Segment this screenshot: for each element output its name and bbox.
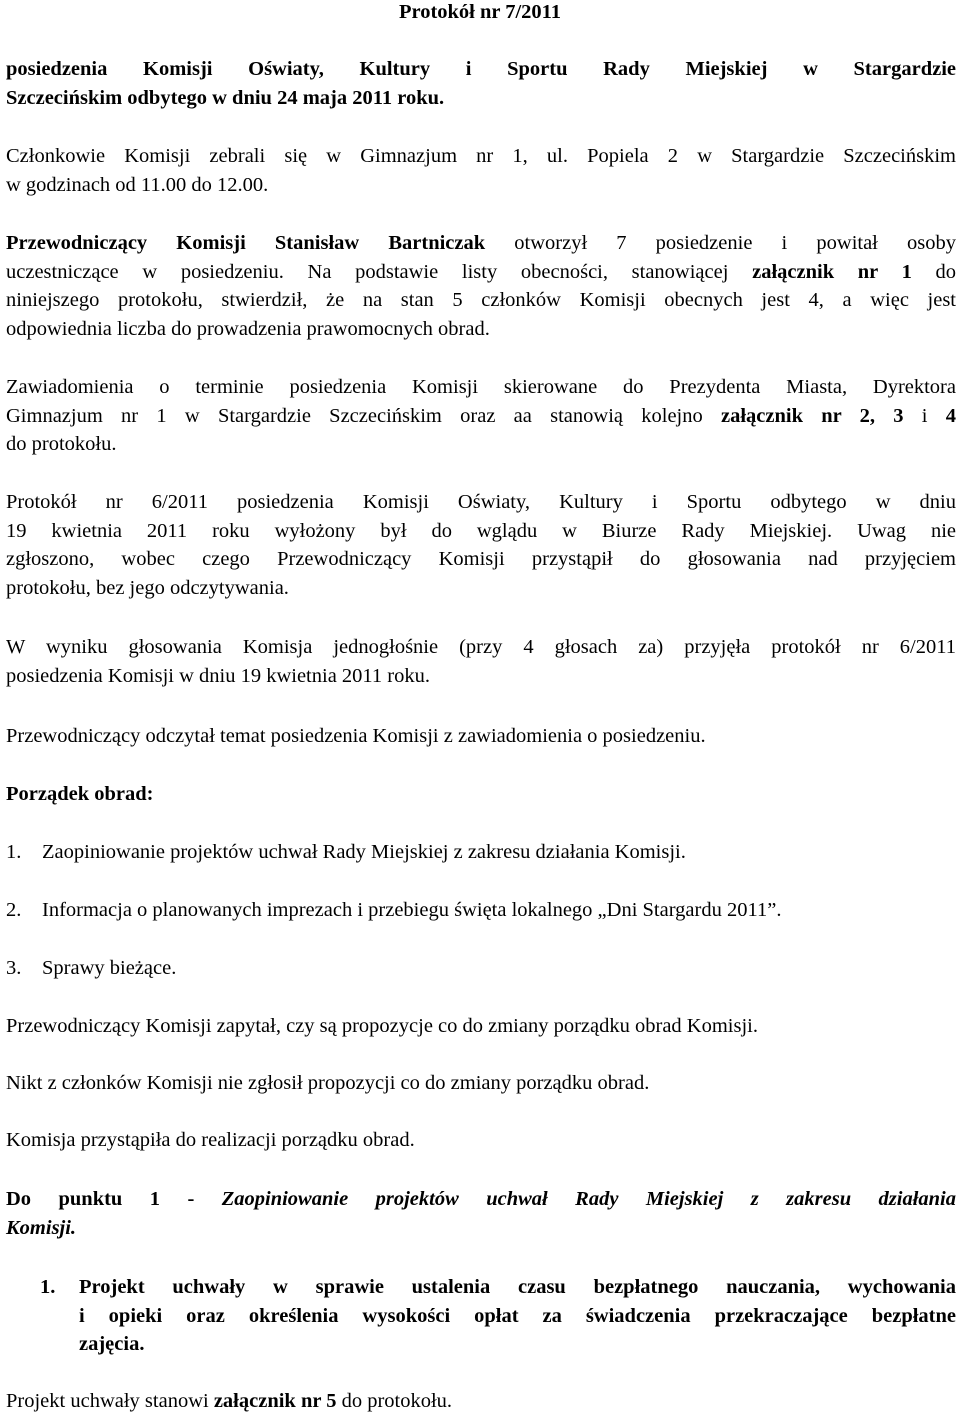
agenda-heading: Porządek obrad: [6,783,154,805]
chair-name: Przewodniczący Komisji Stanisław Bartniczak [6,232,486,254]
text-line: w godzinach od 11.00 do 12.00. [6,173,269,196]
paragraph-topic: Przewodniczący odczytał temat posiedzenia Komisji z zawiadomienia o posiedzeniu. [6,725,706,747]
agenda-item-number: 1. [6,841,22,863]
attachment-ref: 4 [945,404,957,427]
agenda-item-number: 2. [6,899,22,921]
header-line: Szczecińskim odbytego w dniu 24 maja 2011 roku. [6,86,445,109]
text-line: Projekt uchwały w sprawie ustalenia czasu bezpłatnego nauczania, wychowania [79,1276,956,1298]
paragraph-chair [6,229,956,343]
text-line: W wyniku głosowania Komisja jednogłośnie (przy 4 głosach za) przyjęła protokół nr 6/2011 [6,636,956,658]
text-line: Członkowie Komisji zebrali się w Gimnazjum nr 1, ul. Popiela 2 w Stargardzie Szczecińskim [6,145,956,167]
text-line: Komisji. [6,1216,77,1239]
agenda-item [6,896,781,925]
paragraph-start: Komisja przystąpiła do realizacji porządku obrad. [6,1129,415,1151]
paragraph-vote [6,633,956,690]
agenda-item-text: Sprawy bieżące. [42,957,177,979]
attachment-ref: załącznik nr 2, 3 [721,404,904,427]
paragraph-members [6,142,956,199]
paragraph-attachment: Projekt uchwały stanowi załącznik nr 5 do protokołu. [6,1390,453,1412]
header-line: posiedzenia Komisji Oświaty, Kultury i Sportu Rady Miejskiej w Stargardzie [6,58,956,80]
text-line [6,1185,956,1214]
text-line: protokołu, bez jego odczytywania. [6,576,289,599]
text-line: i opieki oraz określenia wysokości opłat za świadczenia przekraczające bezpłatne [79,1304,956,1327]
agenda-item-text: Informacja o planowanych imprezach i przebiegu święta lokalnego „Dni Stargardu 2011”. [42,899,782,921]
agenda-item [6,838,686,867]
text-line: uczestniczące w posiedzeniu. Na podstawie listy obecności, stanowiącej załącznik nr 1 do [6,260,957,283]
attachment-ref: załącznik nr 1 [752,260,912,283]
paragraph-notice [6,373,956,459]
agenda-item-text: Zaopiniowanie projektów uchwał Rady Miejskiej z zakresu działania Komisji. [42,841,686,863]
paragraph-none: Nikt z członków Komisji nie zgłosił propozycji co do zmiany porządku obrad. [6,1072,650,1094]
text-line: niniejszego protokołu, stwierdził, że na stan 5 członków Komisji obecnych jest 4, a więc jest [6,289,956,311]
attachment-ref: załącznik nr 5 [213,1390,337,1412]
text-line: zajęcia. [79,1333,145,1355]
document-header [6,55,956,112]
text-line: posiedzenia Komisji w dniu 19 kwietnia 2011 roku. [6,664,430,687]
agenda-item-number: 3. [6,957,22,979]
text-line: Gimnazjum nr 1 w Stargardzie Szczecińskim oraz aa stanowią kolejno załącznik nr 2, 3 i 4 [6,404,957,427]
text-line: 19 kwietnia 2011 roku wyłożony był do wglądu w Biurze Rady Miejskiej. Uwag nie [6,519,956,542]
paragraph-ask: Przewodniczący Komisji zapytał, czy są propozycje co do zmiany porządku obrad Komisji. [6,1015,758,1037]
agenda-item [6,954,176,983]
sub-item [40,1273,956,1359]
paragraph-previous-protocol [6,488,956,602]
text-line: do protokołu. [6,433,117,455]
point-1-heading [6,1185,956,1242]
point-title: Zaopiniowanie projektów uchwał Rady Miejskiej z zakresu działania [221,1188,956,1210]
text-line: Przewodniczący Komisji Stanisław Bartniczak otworzył 7 posiedzenie i powitał osoby [6,232,956,254]
text-line: Zawiadomienia o terminie posiedzenia Komisji skierowane do Prezydenta Miasta, Dyrektora [6,376,956,398]
text-line: Protokół nr 6/2011 posiedzenia Komisji Oświaty, Kultury i Sportu odbytego w dniu [6,491,956,513]
point-label: Do punktu 1 - [6,1188,222,1210]
text-line: odpowiednia liczba do prowadzenia prawomocnych obrad. [6,317,490,340]
sub-item-text [79,1273,956,1359]
text-line: zgłoszono, wobec czego Przewodniczący Komisji przystąpił do głosowania nad przyjęciem [6,548,956,570]
page-title: Protokół nr 7/2011 [398,1,562,23]
sub-item-number: 1. [40,1276,56,1298]
